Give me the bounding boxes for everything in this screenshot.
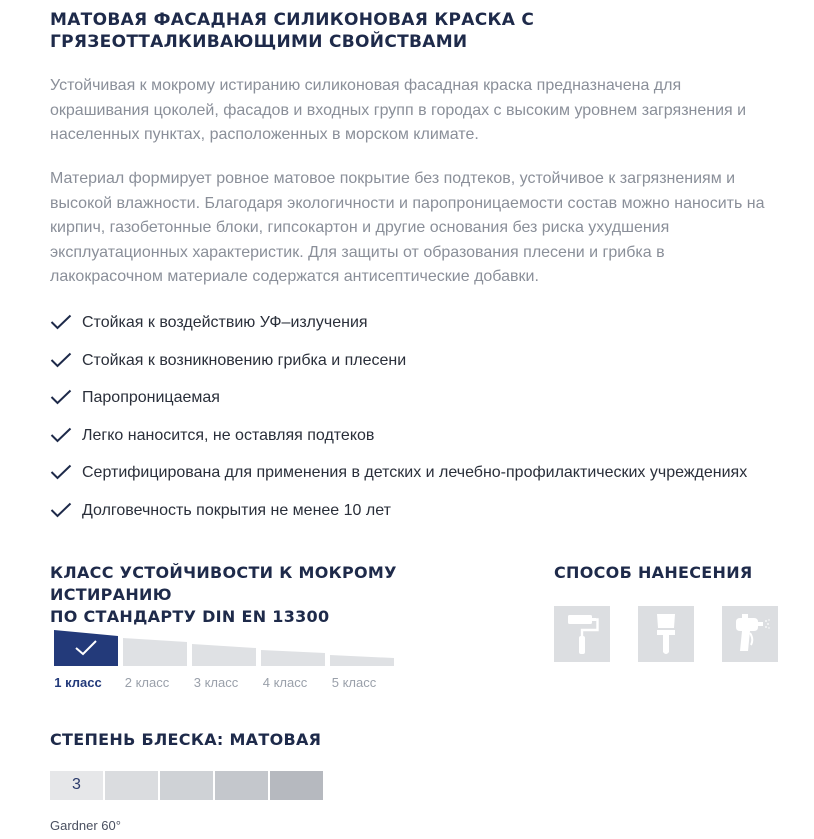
abrasion-title-line-2: ПО СТАНДАРТУ DIN EN 13300 (50, 607, 330, 626)
feature-text: Стойкая к возникновению грибка и плесени (82, 351, 407, 369)
checkmark-icon (50, 464, 72, 480)
abrasion-class-bar-1 (54, 630, 118, 666)
feature-item (50, 345, 747, 383)
checkmark-icon (50, 352, 72, 368)
abrasion-class-label-1: 1 класс (54, 675, 102, 690)
feature-item (50, 307, 747, 345)
gloss-unit-label: Gardner 60° (50, 818, 121, 833)
abrasion-class-label-3: 3 класс (193, 675, 239, 690)
checkmark-icon (50, 427, 72, 443)
gloss-title: СТЕПЕНЬ БЛЕСКА: МАТОВАЯ (50, 730, 322, 749)
brush-icon (646, 611, 686, 657)
checkmark-icon (50, 389, 72, 405)
abrasion-class-label-4: 4 класс (262, 675, 308, 690)
brush-method (638, 606, 694, 662)
abrasion-class-title (50, 562, 520, 628)
abrasion-class-label-2: 2 класс (124, 675, 170, 690)
feature-text: Сертифицирована для применения в детских и лечебно-профилактических учреждениях (82, 464, 748, 481)
abrasion-class-labels (54, 675, 394, 693)
gloss-cell-3 (160, 771, 213, 800)
checkmark-icon (50, 314, 72, 330)
spray-gun-icon (728, 611, 772, 657)
spray-gun-method (722, 606, 778, 662)
gloss-scale (50, 771, 325, 800)
application-method-title: СПОСОБ НАНЕСЕНИЯ (554, 563, 753, 582)
abrasion-class-bar-5 (330, 655, 394, 666)
product-title: МАТОВАЯ ФАСАДНАЯ СИЛИКОНОВАЯ КРАСКА С ГРЯЗЕОТТАЛКИВАЮЩИМИ СВОЙСТВАМИ (50, 10, 535, 52)
feature-text: Долговечность покрытия не менее 10 лет (82, 501, 391, 519)
feature-item (50, 382, 747, 420)
feature-item (50, 457, 747, 495)
abrasion-class-bar-2 (123, 638, 187, 666)
roller-method (554, 606, 610, 662)
gloss-cell-1 (50, 771, 103, 800)
feature-text: Стойкая к воздействию УФ–излучения (82, 314, 368, 331)
feature-text: Паропроницаемая (82, 389, 220, 406)
feature-item (50, 420, 747, 458)
description-paragraph-2: Материал формирует ровное матовое покрытие без подтеков, устойчивое к загрязнениям и высокой влажности. Благодаря экологичности и паропроницаемости состав можно наносить на кирпич, газобетонные блоки, гипсокартон и другие основания без риска ухудшения эксплуатационных характеристик. Для защиты от образования плесени и грибка в лакокрасочном материале содержатся антисептические добавки. (50, 170, 765, 285)
abrasion-class-bars (54, 630, 394, 666)
gloss-cell-2 (105, 771, 158, 800)
gloss-cell-5 (270, 771, 323, 800)
abrasion-title-line-1: КЛАСС УСТОЙЧИВОСТИ К МОКРОМУ ИСТИРАНИЮ (50, 563, 397, 604)
abrasion-class-scale (54, 630, 394, 666)
roller-icon (562, 611, 602, 657)
abrasion-class-label-5: 5 класс (331, 675, 377, 690)
abrasion-class-bar-3 (192, 644, 256, 666)
checkmark-icon (50, 502, 72, 518)
feature-item (50, 495, 747, 533)
feature-list (50, 307, 747, 532)
description-paragraph-1: Устойчивая к мокрому истиранию силиконовая фасадная краска предназначена для окрашивания цоколей, фасадов и входных групп в городах с высоким уровнем загрязнения и населенных пунктах, расположенных в морском климате. (50, 77, 747, 143)
gloss-cell-4 (215, 771, 268, 800)
feature-text: Легко наносится, не оставляя подтеков (82, 426, 375, 444)
gloss-level-value: 3 (72, 776, 81, 793)
abrasion-class-bar-4 (261, 650, 325, 666)
